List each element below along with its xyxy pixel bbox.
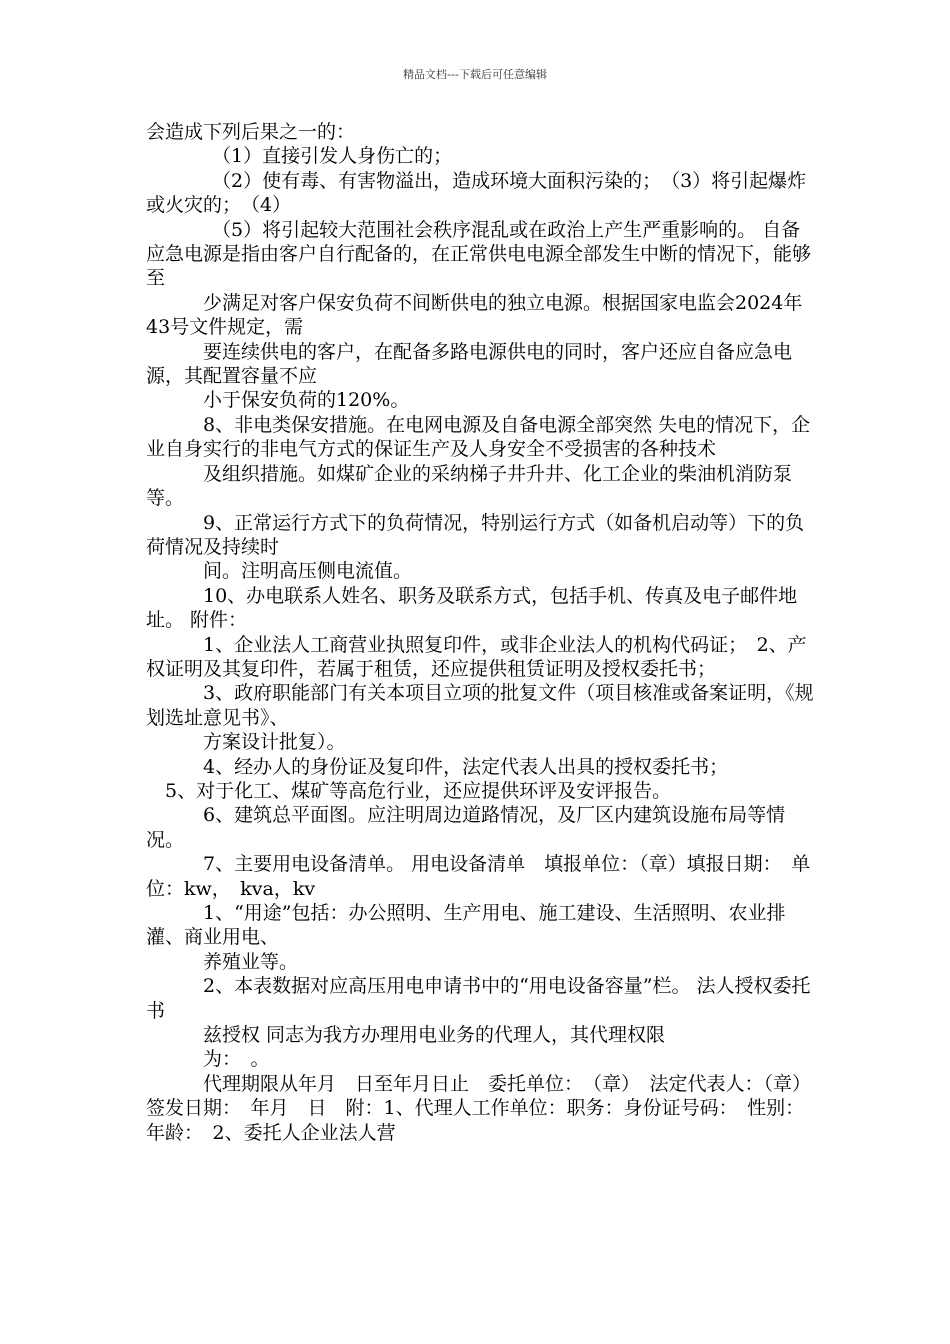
paragraph: 7、主要用电设备清单。 用电设备清单 填报单位：（章）填报日期： 单位：kw， kva，kv (146, 853, 811, 900)
paragraph: 2、本表数据对应高压用电申请书中的“用电设备容量”栏。 法人授权委托书 (146, 975, 811, 1022)
paragraph: 5、对于化工、煤矿等高危行业，还应提供环评及安评报告。 (165, 779, 672, 802)
paragraph: 1、“用途”包括：办公照明、生产用电、施工建设、生活照明、农业排灌、商业用电、 (146, 902, 786, 949)
paragraph: 养殖业等。 (203, 950, 299, 973)
paragraph: 6、建筑总平面图。应注明周边道路情况，及厂区内建筑设施布局等情况。 (146, 804, 786, 851)
paragraph: 代理期限从年月 日至年月日止 委托单位： （章） 法定代表人：（章） 签发日期： 年月 日 附：1、代理人工作单位：职务：身份证号码： 性别：年龄： 2、委托人企业法人营 (146, 1072, 821, 1144)
paragraph: （5）将引起较大范围社会秩序混乱或在政治上产生严重影响的。 自备应急电源是指由客户自行配备的，在正常供电电源全部发生中断的情况下，能够至 (146, 218, 812, 290)
paragraph: 3、政府职能部门有关本项目立项的批复文件（项目核准或备案证明，《规划选址意见书》、 (146, 682, 814, 729)
paragraph: 兹授权 同志为我方办理用电业务的代理人，其代理权限 (203, 1024, 666, 1047)
paragraph: 1、企业法人工商营业执照复印件，或非企业法人的机构代码证； 2、产权证明及其复印件，若属于租赁，还应提供租赁证明及授权委托书； (146, 633, 807, 680)
paragraph: 8、非电类保安措施。在电网电源及自备电源全部突然 失电的情况下，企业自身实行的非电气方式的保证生产及人身安全不受损害的各种技术 (146, 413, 811, 461)
paragraph: 要连续供电的客户，在配备多路电源供电的同时，客户还应自备应急电源，其配置容量不应 (146, 340, 793, 388)
paragraph: （1）直接引发人身伤亡的； (212, 145, 453, 168)
document-body (146, 120, 821, 1145)
paragraph: 为： 。 (203, 1048, 270, 1071)
paragraph: 及组织措施。如煤矿企业的采纳梯子井升井、化工企业的柴油机消防泵等。 (146, 462, 793, 510)
paragraph: 间。注明高压侧电流值。 (203, 560, 413, 583)
paragraph: 少满足对客户保安负荷不间断供电的独立电源。根据国家电监会2024年43号文件规定，需 (146, 291, 803, 339)
paragraph: 方案设计批复）。 (203, 731, 346, 754)
paragraph: 小于保安负荷的120%。 (203, 389, 410, 412)
paragraph: 9、正常运行方式下的负荷情况，特别运行方式（如备机启动等）下的负荷情况及持续时 (146, 511, 805, 558)
paragraph: 4、经办人的身份证及复印件，法定代表人出具的授权委托书； (203, 755, 729, 778)
page-header: 精品文档---下载后可任意编辑 (403, 68, 547, 81)
paragraph: 会造成下列后果之一的： (146, 121, 356, 143)
paragraph: （2）使有毒、有害物溢出，造成环境大面积污染的； （3）将引起爆炸或火灾的； （4） (146, 169, 807, 217)
paragraph: 10、办电联系人姓名、职务及联系方式，包括手机、传真及电子邮件地址。 附件： (146, 584, 798, 632)
